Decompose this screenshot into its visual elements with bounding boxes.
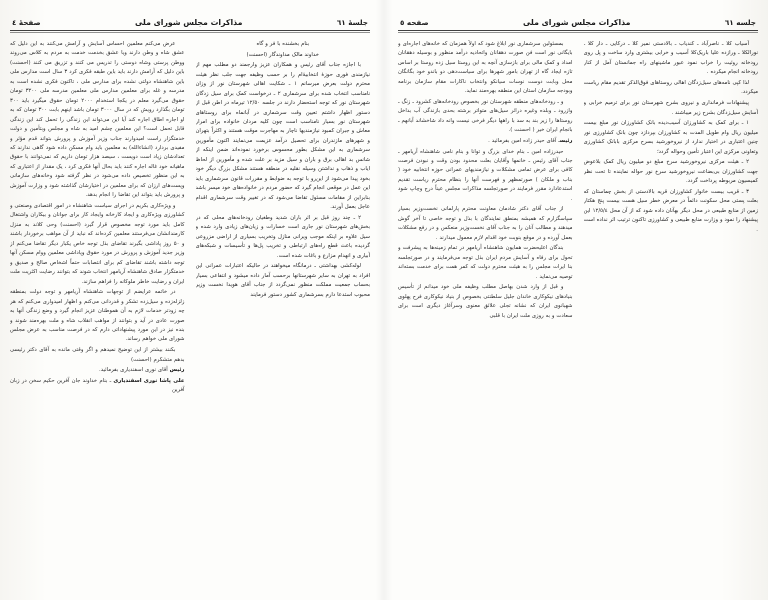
session-label-right: جلسهٔ ٦١ [336, 18, 368, 27]
header-rule-left [398, 30, 758, 31]
speaker-name: رئیس [169, 367, 185, 374]
paragraph: بمسئولین سرشماری نور ابلاغ شود که اولاً همزمان که خانه‌های اجاره‌ای و بایگانی نور است فن صورت دهقانان واتحادیه درآمد منظور و بوسیله دهقانان امداد و کمک مالی برای بازسازی آنچه به این روستا سیل زده روستا بر اساس تازه ایجاد گاه از تهران بامور شهرها برای سیاست‌دهی دو باندو خود بگانگان محل وبابت دوست نوسات سیانکو وانتخاب ناکارات مقام سازمان برنامه وبودجه سازمان استان این منطقه بهره‌مند نماید. [398, 41, 573, 95]
list-item: ۲ ـ چند روز قبل بر اثر باران شدید وطغیان رودخانه‌های محلی که در بخش‌های شهرستان نور جاری است خسارات و زیان‌های زیادی وارد شده و سیل علاوه بر اینکه موجب ویرانی منازل وتخریب بسیاری از اراضی مزروعی گردیده باعث قطع راه‌های ارتباطی و تخریب پل‌ها و تأسیسات و شبکه‌های آبیاری و انهدام مزارع و باغات شده است. [195, 214, 370, 259]
columns-left-page [398, 40, 758, 568]
list-item: ۳ ـ قریب بیست خانوار کشاورزان قریه بالادستی از بخش چماستان که بعلت پستی محل سکونت دائماً در معرض خطر سیل هست بیست پنج هکتار زمین از منابع طبیعی در محل دیگر بهآنان داده شود که از آن محل ۱۲/٥/٤ این پیشنهاد را نمود و وزارت منابع طبیعی و کشاورزی تاکنون ترتیب اثر نداده است . [583, 188, 758, 233]
paragraph: لوله‌کشی بهداشتی ـ درمانگاه میخواهند در حالیکه اعتبارات عمرانی این افراد به تهران به سایر شهرستانها برحسب آمار داده میشود و انتفاعی بسیار بحساب جمعیت مملکت منظور نمی‌گردد از جناب آقای هویدا نخست وزیر محبوب استدعا دارم بسرشماری کشور دستور فرمایند [195, 263, 370, 298]
page-number-right: صفحهٔ ٤ [12, 18, 41, 27]
page-left [384, 0, 768, 600]
closing-paragraph: بکنند بیشتر از این توضیح نمیدهم و اگر وقتی مانده به آقای دکتر رئیسی بدهم متشکرم (احسنت) [10, 347, 185, 363]
invocation-line-2: خداوند مالک مداوندگار (احسنت) [246, 51, 319, 58]
column-right-inner [196, 40, 371, 568]
speaker-text: ـ بنام خداوند جان آفرین حکیم سخن در زبان آفرین [10, 377, 185, 394]
columns-right-page [10, 40, 370, 568]
page-number-left: صفحه ٥ [400, 18, 429, 27]
speaker-text: ـ آقای حیدر زاده امین بفرمائید . [488, 137, 560, 144]
header-rule-left-secondary [398, 32, 758, 33]
header-rule-right-secondary [10, 32, 370, 33]
list-item: ۱ ـ برای کمک به کشاورزان آسیب‌دیده بانک کشاورزان نور مبلغ بیست میلیون ریال وام طویل المدت به کشاورزان بپردازد چون بانک کشاورزی نور چنین اعتباری در اختیار ندارد از نیروخورشید بسرح مرکزی بابانک کشاورزی وتعاونی مرکزی این اعتبار تأمین وحواله گردد؛ [583, 120, 758, 155]
publication-title-left: مذاکرات مجلس شورای ملی [523, 18, 631, 27]
publication-title-right: مذاکرات مجلس شورای ملی [135, 18, 243, 27]
paragraph: و ویژه‌کاری بکریم در اجرای سیاست شاهنشاه در امور اقتصادی وصنعتی و کشاورزی ویژه‌کاری و ایجاد کارخانه وایجاد کار برای جوانان و بیکاران واشتغال کامل باید مورد توجه مخصوص قرار گیرد (احسنت) وحی کلاند به منزل کارمندانشان می‌فرستند معلمین کرده‌اند که نباید از آن مواهب برخوردار باشند و ۵۰ روز پاداشی بگیرند تقاضای بذل توجه خاص یکبار دیگر تقاضا می‌کنم از وزیر جدید آموزش و پرورش در مورد حقوق وپاداشی معلمین ووام مسکن آنها توجه داشته باشند تقاضای کم برای انتصابات حتماً اشخاص صالح و صدیق و خدمتگزار صادق شاهنشاه آریامهر انتخاب شوند که بتوانند رضایت اکثریت ملت ایران و رضایت خاطر ملوکانه را فراهم سازند. [10, 202, 185, 285]
paragraph: لذا کپی نامه‌های سیل‌زدگان اهالی روستاهای فوق‌الذکر تقدیم مقام ریاست میکردد. [583, 80, 758, 96]
invocation-line-1: بنام بخشنده با فر و گاه [256, 41, 310, 47]
speaker-line [10, 377, 185, 396]
header-rule-right [10, 30, 370, 31]
paragraph: با اجازه جناب آقای رئیس و همکاران عزیز وارجمند دو مطلب مهم از نیازمندی فوری حوزهٔ انتخابیهٔ‌ام را بر حسب وظیفه جهت جلب نظر هیئت محترم دولت بعرض میرسانم ۱ ـ شکایت اهالی شهرستان نور از وزان نامناسب انتخاب شده برای سرشماری ۲ ـ درخواست کمک برای سیل زدگان شهرستان نور که توجه استحضار دارند در جلسه ۱۲/٥٠ تیرماه در اطن قبل از دستور اظهار داشتم تعیین وقت سرشماری در آبانماه برای روستاهای شهرستان نور بسیار نامناسب است چون کلیه مردان خانواده برای امرار معاش و جبران کمبود نیازمندیها ناچار به مهاجرت موقت هستند و اکثراً بتهران و شهرهای مازندران برای تحصیل درآمد عزیمت می‌نمایند اکنون مأمورین سرشماری به این مشکل بطور محسوس برخورد نموده‌اند ضمن اینکه از شانس بد اهالی برق و باران و سیل مزید بر علت شده و مأمورین از لحاظ ایاب و ذهاب و نداشتن وسیله نقلیه در منطقه هستند مشکل بزرگ دیگر خود بخود پیدا می‌شود از این‌رو با توجه به ضوابط و مقررات قانون سرشماری باید این عمل در موقعی انجام گیرد که حضور مردم در خانواده‌های خود میسر باشد بنابراین از مقامات مسئول تقاضا می‌شود که در تغییر وقت سرشماری اقدام عاجل بعمل آورند. [195, 62, 370, 211]
speaker-line [398, 137, 573, 146]
paragraph: حیدرزاده امین ـ بنام خدای بزرگ و توانا و بنام نامی شاهنشاه آریامهر ـ جناب آقای رئیس ـ خانمها وآقایان بعلت محدود بودن وقت و نبودن فرصت کافی برای عرض تمامی مشکلات و نیازمندیهای عمرانی حوزه انتخابیه خود ( بناب و ملکان ) صورتمظهر و فهرست آنها را بنظام محترم ریاست تقدیم استدعادارد مقرر فرمایند در صورتجلسه مذاکرات مجلس عیناً درج وچاپ شود . [398, 148, 573, 202]
speaker-name: رئیس [559, 137, 573, 144]
speaker-name: علی پاشا نوری اسفندیاری [113, 377, 185, 384]
speaker-line [10, 366, 185, 375]
paragraph: پیشنهادات فرمانداری و نیروی بشرح شهرستان نور برای ترمیم خرابی و آسایش سیل‌زدگان بشرح زیر میباشند . [583, 100, 758, 116]
paragraph: از جناب آقای دکتر شادمان معاونت محترم پارلمانی نخست‌وزیر بسیار سپاسگزارم که همیشه بمنطق نمایندگان با بذل و توجه خاصی تا آخر گوش میدهند و مطالب آنان را به جناب آقای نخست‌وزیر منعکس و در رفع مشکلات بعمل آورده و در موقع بنوبت خود اقدام لازم معمول میدارند . [398, 206, 573, 241]
column-left-outer [584, 40, 759, 568]
session-label-left: جلسه ٦١ [724, 18, 756, 27]
paragraph: در خاتمه عرایضم از توجهات شاهنشاه آریامهر و توجه دولت بمنطقه زلزله‌زده و سیل‌زده تشکر و قدردانی می‌کنم و اظهار امیدواری می‌کنم که هر چه زودتر خدمات لازم به آن هموطنان عزیز انجام گیرد و وضع زندگی آنها به صورت عادی در آید و بتوانند از مواهب انقلاب شاه و ملت بهره‌مند شوند و بنده نیز در این مورد پیشنهاداتی دارم که در فرصت مناسب به عرض مجلس شورای ملی خواهم رساند. [10, 289, 185, 343]
speaker-text: آقای نوری اسفندیاری بفرمائید. [99, 367, 168, 374]
column-left-inner [398, 40, 573, 568]
list-item: ۲ ـ هیئت مرکزی نیروخورشید سرخ مبلغ دو میلیون ریال کمک بلاعوض جهت کشاورزان بی‌بضاعت نیروخورشید سرخ نور حواله نماینده تا تحت نظر کمیسیون مربوطه پرداخت گردد. [583, 159, 758, 185]
column-right-outer [10, 40, 185, 568]
paragraph: بندگان اعلیحضرت همایون شاهنشاه آریامهر در تمام زمینه‌ها به پیشرفت و تحول برای رفاه و آسایش مردم ایران بذل توجه می‌فرمایند و در صورتجلسه بنا ایرات مجلس را به هیئت محترم دولت که کمر همت برای خدمت بسته‌اند توصیه می‌نماید . [398, 245, 573, 280]
running-header-right [10, 18, 370, 29]
paragraph: آسیاب کلا ـ ناصرآباد ـ کندیاب ـ بالادستی نمیر کلا ـ درکایی ـ دار کلا ـ نورالکلا ـ ورازده علیا باریک‌کلا آسیب و خرابی بیشتری وارد ساخت و پل روی رودخانه روئیت را خراب نمود عبور ماشینهای راه جمانستان آمل از کنار رودخانه انجام میکرده . [583, 41, 758, 76]
paragraph: عرض می‌کنم معلمین احساس آسایش و آرامش می‌کنند به این دلیل که عشق شاه و وطن دارند ویا عشق بخدمت خدمت به مردم به کلاس می‌روند ووطن پرستی وشاه دوستی را تدریس می کنند و تزریق می کنند (احسنت) باین دلیل که آرامش دارند باید باین طبقه فکری کرد ۳ سال است مدارس ملی باین شاهنشاه دولتی نشده برای مدارس ملی ، تاکنون فکری نشده است به مدرسه و غله برای معلمین مدارس ملی معلمین مدرسه ملی ۳۲۰۰ تومان حقوق می‌گیرد معلم در یکجا استخدام ۲۰۰۰ تومان حقوق میگیرد باید ۳۰۰ تومان بگذارد رویش که در سال ۳۰۰۰ تومان باشد اینهم بابت ۳۰۰ تومان که به او اجاره اطاق اجاره کند آیا این می‌تواند این زندگی را تحمل کند این زندگی قابل تحمل است؟ این معلمین چشم امید به شاه و مجلس وبتأمین و دولت خدمتگزار راست امیدوارند جناب وزیر آموزش و پرورش بتواند قدم مؤثر و مفیدی بردارد (انشاءالله) به معلمین باید وام مسکن داده شود گاهی ندارند که تعدادشان زیاد است دویست ، سیصد هزار تومان داریم که نمی‌توانند با حقوق ماهیانه خود غاله اجاره کنند باید بحال آنها فکری کرد ، یک مقدار از اعتباری که به این منظور تخصیص داده می‌شود در نظر گرفته شود وخانه‌های سازمانی وپست‌های ارزان که برای معلمین در اختیارشان گذاشته شود و وزارت آموزش و پرورش باید بتواند این تقاضا را انجام بدهد. [10, 41, 185, 199]
paragraph: و قبل از وارد شدن بهاصل مطلب وظیفه ملی خود میدانم از تأسیس بنیادهای نیکوکاری خاندان جلیل سلطنتی بخصوص از بنیاد نیکوکاری فرح پهلوی شهبانوی ایران که نشانه تجلی علائق معنوی وسرآغاز دیگری است برای سعادت و به روزی ملت ایران با قلبی [398, 284, 573, 319]
paragraph: و ـ رودخانه‌های منطقه شهرستان نور بخصوص رودخانه‌های کشرود ـ زنگ ـ وازرود ـ وبلده وغیره دراثر سیل‌های متواتر برشته بحدی بازندگی آب بداخل روستاها را زیر بند به سد با راهها دیگر فرخی نیست وانه داد شاخشاند آبانهم ـ بانجام ایران خیر ( احسنت ). [398, 98, 573, 134]
running-header-left [398, 18, 758, 29]
